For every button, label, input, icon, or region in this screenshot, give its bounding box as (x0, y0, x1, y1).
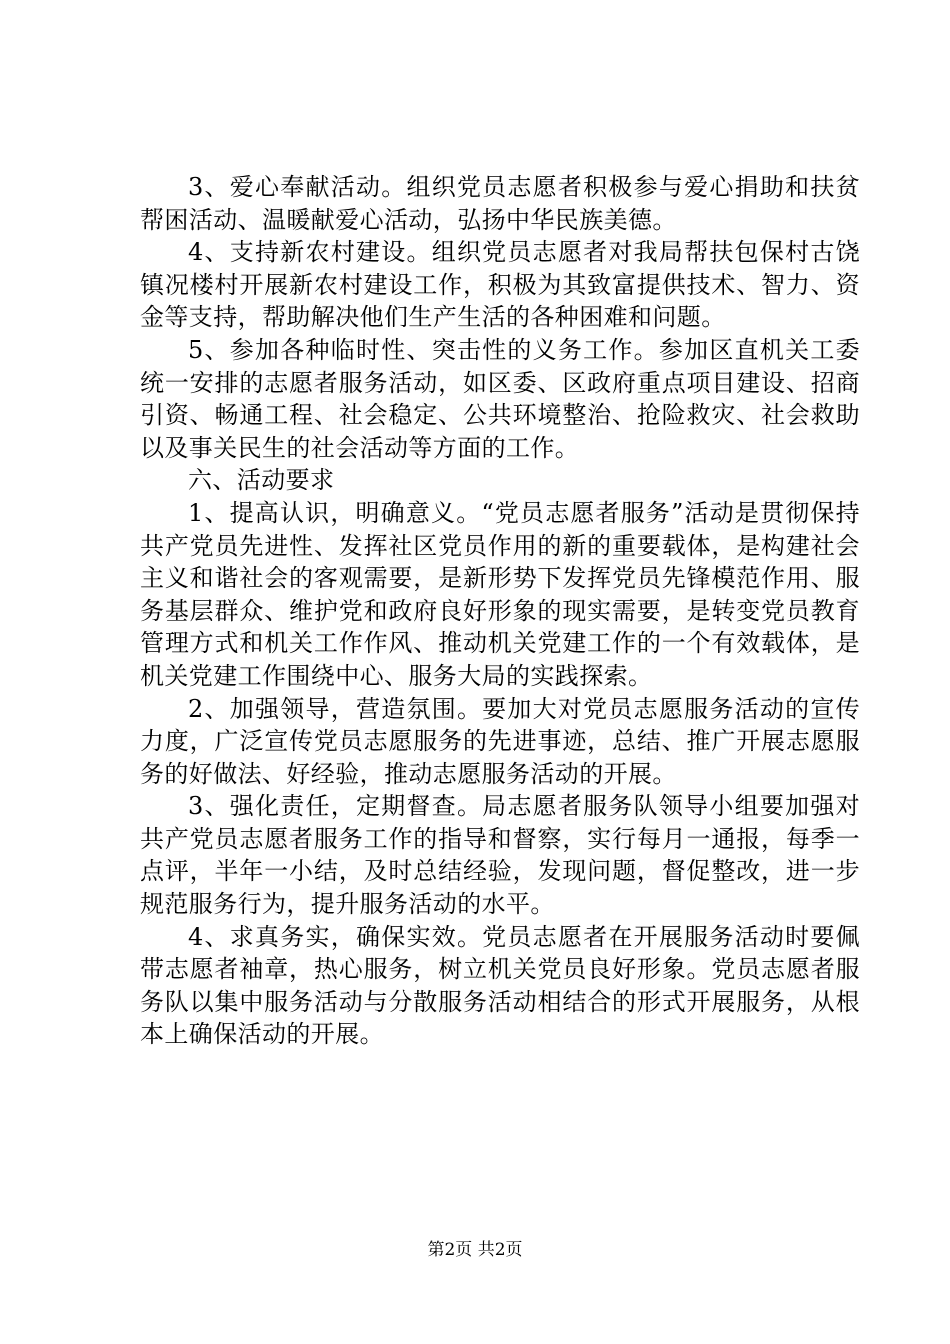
paragraph-requirement-1: 1、提高认识，明确意义。“党员志愿者服务”活动是贯彻保持共产党员先进性、发挥社区党员作用的新的重要载体，是构建社会主义和谐社会的客观需要，是新形势下发挥党员先锋模范作用、服务基层群众、维护党和政府良好形象的现实需要，是转变党员教育管理方式和机关工作作风、推动机关党建工作的一个有效载体，是机关党建工作围绕中心、服务大局的实践探索。 (140, 498, 860, 690)
paragraph-item-4-rural-construction: 4、支持新农村建设。组织党员志愿者对我局帮扶包保村古饶镇况楼村开展新农村建设工作，积极为其致富提供技术、智力、资金等支持，帮助解决他们生产生活的各种困难和问题。 (140, 238, 860, 332)
paragraph-item-3-charity: 3、爱心奉献活动。组织党员志愿者积极参与爱心捐助和扶贫帮困活动、温暖献爱心活动，弘扬中华民族美德。 (140, 173, 860, 234)
paragraph-requirement-3: 3、强化责任，定期督查。局志愿者服务队领导小组要加强对共产党员志愿者服务工作的指导和督察，实行每月一通报，每季一点评，半年一小结，及时总结经验，发现问题，督促整改，进一步规范服务行为，提升服务活动的水平。 (140, 792, 860, 919)
section-heading-requirements: 六、活动要求 (188, 466, 335, 495)
page-number-footer: 第2页 共2页 (427, 1240, 523, 1260)
paragraph-item-5-voluntary-work: 5、参加各种临时性、突击性的义务工作。参加区直机关工委统一安排的志愿者服务活动，如区委、区政府重点项目建设、招商引资、畅通工程、社会稳定、公共环境整治、抢险救灾、社会救助以及事关民生的社会活动等方面的工作。 (140, 335, 860, 462)
paragraph-requirement-4: 4、求真务实，确保实效。党员志愿者在开展服务活动时要佩带志愿者袖章，热心服务，树立机关党员良好形象。党员志愿者服务队以集中服务活动与分散服务活动相结合的形式开展服务，从根本上确保活动的开展。 (140, 922, 860, 1049)
paragraph-requirement-2: 2、加强领导，营造氛围。要加大对党员志愿服务活动的宣传力度，广泛宣传党员志愿服务的先进事迹，总结、推广开展志愿服务的好做法、好经验，推动志愿服务活动的开展。 (140, 694, 860, 788)
document-body (140, 171, 860, 1051)
